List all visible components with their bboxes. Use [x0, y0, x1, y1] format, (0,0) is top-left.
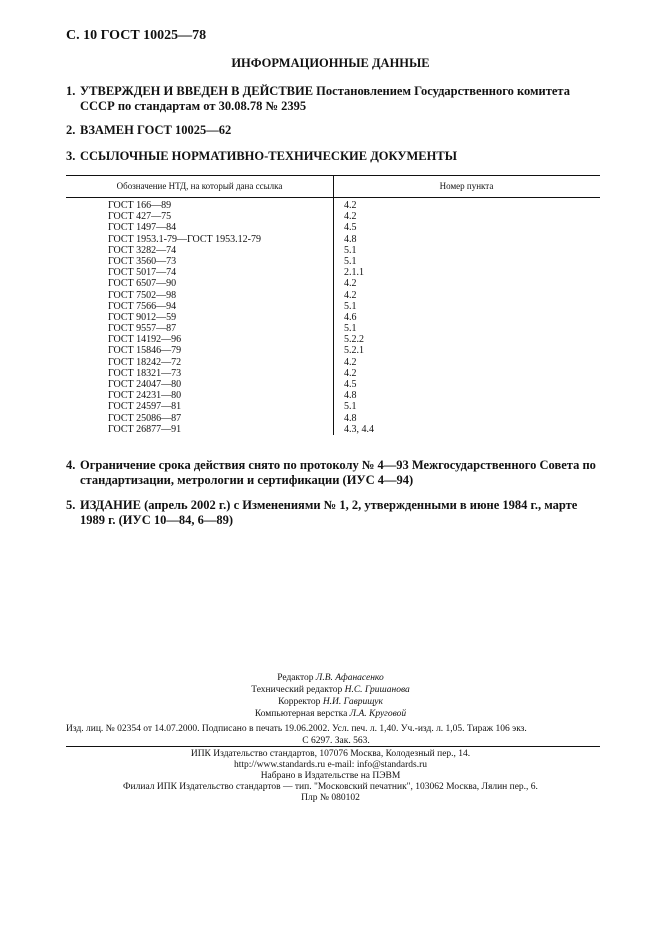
- table-row: [66, 256, 600, 267]
- clause-cell: 4.5: [344, 379, 357, 390]
- doc-cell: ГОСТ 9012—59: [108, 311, 177, 323]
- doc-cell: ГОСТ 24231—80: [108, 390, 182, 402]
- clause-cell: 5.1: [344, 244, 357, 256]
- doc-cell: ГОСТ 7502—98: [108, 289, 177, 301]
- doc-cell: ГОСТ 7566—94: [108, 300, 177, 312]
- doc-cell: ГОСТ 427—75: [108, 211, 172, 223]
- doc-cell: ГОСТ 9557—87: [108, 323, 177, 335]
- editor-name: Л.В. Афанасенко: [315, 673, 384, 683]
- clause-cell: 5.1: [344, 401, 357, 413]
- license-line: Плр № 080102: [301, 793, 360, 803]
- doc-cell: ГОСТ 1953.1-79—ГОСТ 1953.12-79: [108, 233, 261, 245]
- clause-cell: 4.8: [344, 412, 357, 424]
- doc-cell: ГОСТ 24047—80: [108, 379, 182, 390]
- doc-cell: ГОСТ 26877—91: [108, 423, 182, 435]
- clause-cell: 4.3, 4.4: [344, 423, 374, 435]
- editor-role: Редактор: [277, 673, 314, 683]
- doc-cell: ГОСТ 15846—79: [108, 345, 182, 357]
- table-row: [66, 424, 600, 435]
- table-row: [66, 334, 600, 345]
- doc-cell: ГОСТ 166—89: [108, 200, 172, 211]
- clause-cell: 4.2: [344, 278, 357, 290]
- table-row: [66, 211, 600, 222]
- editor-line: [0, 673, 661, 683]
- info-item-2: [66, 123, 600, 138]
- page-header: С. 10 ГОСТ 10025—78: [66, 28, 207, 43]
- clause-cell: 5.2.1: [344, 345, 364, 357]
- typeset-line: Набрано в Издательстве на ПЭВМ: [260, 771, 401, 781]
- table-row: [66, 278, 600, 289]
- item-text: ССЫЛОЧНЫЕ НОРМАТИВНО-ТЕХНИЧЕСКИЕ ДОКУМЕНТЫ: [80, 149, 457, 163]
- tech-editor-role: Технический редактор: [251, 685, 343, 695]
- table-row: [66, 267, 600, 278]
- item-text: УТВЕРЖДЕН И ВВЕДЕН В ДЕЙСТВИЕ Постановлением Государственного комитета СССР по стандартам от 30.08.78 № 2395: [80, 84, 570, 113]
- clause-cell: 4.2: [344, 289, 357, 301]
- info-item-4: [66, 458, 600, 488]
- table-row: [66, 401, 600, 412]
- printing-branch-line: Филиал ИПК Издательство стандартов — тип. "Московский печатник", 103062 Москва, Лялин пер., 6.: [123, 782, 538, 792]
- print-info-line: Изд. лиц. № 02354 от 14.07.2000. Подписано в печать 19.06.2002. Усл. печ. л. 1,40. Уч.-изд. л. 1,05. Тираж 106 экз.: [66, 724, 527, 734]
- doc-cell: ГОСТ 1497—84: [108, 222, 177, 234]
- table-row: [66, 245, 600, 256]
- corrector-line: [0, 697, 661, 707]
- print-info-order: С 6297. Зак. 563.: [302, 736, 370, 746]
- section-title: ИНФОРМАЦИОННЫЕ ДАННЫЕ: [231, 56, 430, 70]
- footer-separator: [66, 746, 600, 747]
- clause-cell: 5.2.2: [344, 334, 364, 346]
- item-number: 1.: [66, 84, 76, 98]
- table-row: [66, 323, 600, 334]
- doc-cell: ГОСТ 14192—96: [108, 334, 182, 346]
- table-row: [66, 345, 600, 356]
- item-number: 2.: [66, 123, 76, 137]
- table-header-clause: Номер пункта: [439, 181, 494, 191]
- clause-cell: 4.8: [344, 233, 357, 245]
- table-row: [66, 357, 600, 368]
- layout-name: Л.А. Круговой: [349, 709, 407, 719]
- table-row: [66, 390, 600, 401]
- table-row: [66, 290, 600, 301]
- doc-cell: ГОСТ 18321—73: [108, 367, 182, 379]
- info-item-1: [66, 84, 600, 114]
- publisher-web-line: http://www.standards.ru e-mail: info@standards.ru: [233, 760, 428, 770]
- tech-editor-line: [0, 685, 661, 695]
- table-header-document: Обозначение НТД, на который дана ссылка: [116, 181, 283, 191]
- doc-cell: ГОСТ 24597—81: [108, 401, 182, 413]
- table-row: [66, 200, 600, 211]
- doc-cell: ГОСТ 5017—74: [108, 267, 177, 279]
- table-body: [66, 200, 600, 435]
- table-row: [66, 222, 600, 233]
- clause-cell: 4.2: [344, 356, 357, 368]
- item-text: ВЗАМЕН ГОСТ 10025—62: [80, 123, 232, 137]
- clause-cell: 5.1: [344, 255, 357, 267]
- layout-role: Компьютерная верстка: [254, 709, 348, 719]
- info-item-5: [66, 498, 600, 528]
- doc-cell: ГОСТ 3282—74: [108, 244, 177, 256]
- clause-cell: 4.2: [344, 211, 357, 223]
- doc-cell: ГОСТ 18242—72: [108, 356, 182, 368]
- item-number: 5.: [66, 498, 76, 512]
- table-row: [66, 379, 600, 390]
- clause-cell: 4.5: [344, 222, 357, 234]
- print-info: [66, 723, 606, 747]
- item-text: Ограничение срока действия снято по протоколу № 4—93 Межгосударственного Совета по стандартизации, метрологии и сертификации (ИУС 4—94): [80, 458, 596, 487]
- clause-cell: 4.6: [344, 311, 357, 323]
- corrector-name: Н.И. Гаврищук: [322, 697, 383, 707]
- clause-cell: 4.2: [344, 200, 357, 211]
- publisher-line: ИПК Издательство стандартов, 107076 Москва, Колодезный пер., 14.: [190, 749, 471, 759]
- item-number: 4.: [66, 458, 76, 472]
- corrector-role: Корректор: [278, 697, 321, 707]
- layout-line: [0, 709, 661, 719]
- item-text: ИЗДАНИЕ (апрель 2002 г.) с Изменениями № 1, 2, утвержденными в июне 1984 г., марте 1989 г. (ИУС 10—84, 6—89): [80, 498, 578, 527]
- doc-cell: ГОСТ 25086—87: [108, 412, 182, 424]
- clause-cell: 5.1: [344, 323, 357, 335]
- clause-cell: 4.2: [344, 367, 357, 379]
- clause-cell: 4.8: [344, 390, 357, 402]
- table-row: [66, 301, 600, 312]
- item-number: 3.: [66, 149, 76, 163]
- table-row: [66, 234, 600, 245]
- tech-editor-name: Н.С. Гришанова: [344, 685, 410, 695]
- table-row: [66, 368, 600, 379]
- doc-cell: ГОСТ 6507—90: [108, 278, 177, 290]
- info-item-3: [66, 149, 600, 164]
- table-row: [66, 312, 600, 323]
- doc-cell: ГОСТ 3560—73: [108, 255, 177, 267]
- table-row: [66, 413, 600, 424]
- clause-cell: 5.1: [344, 300, 357, 312]
- clause-cell: 2.1.1: [344, 267, 364, 279]
